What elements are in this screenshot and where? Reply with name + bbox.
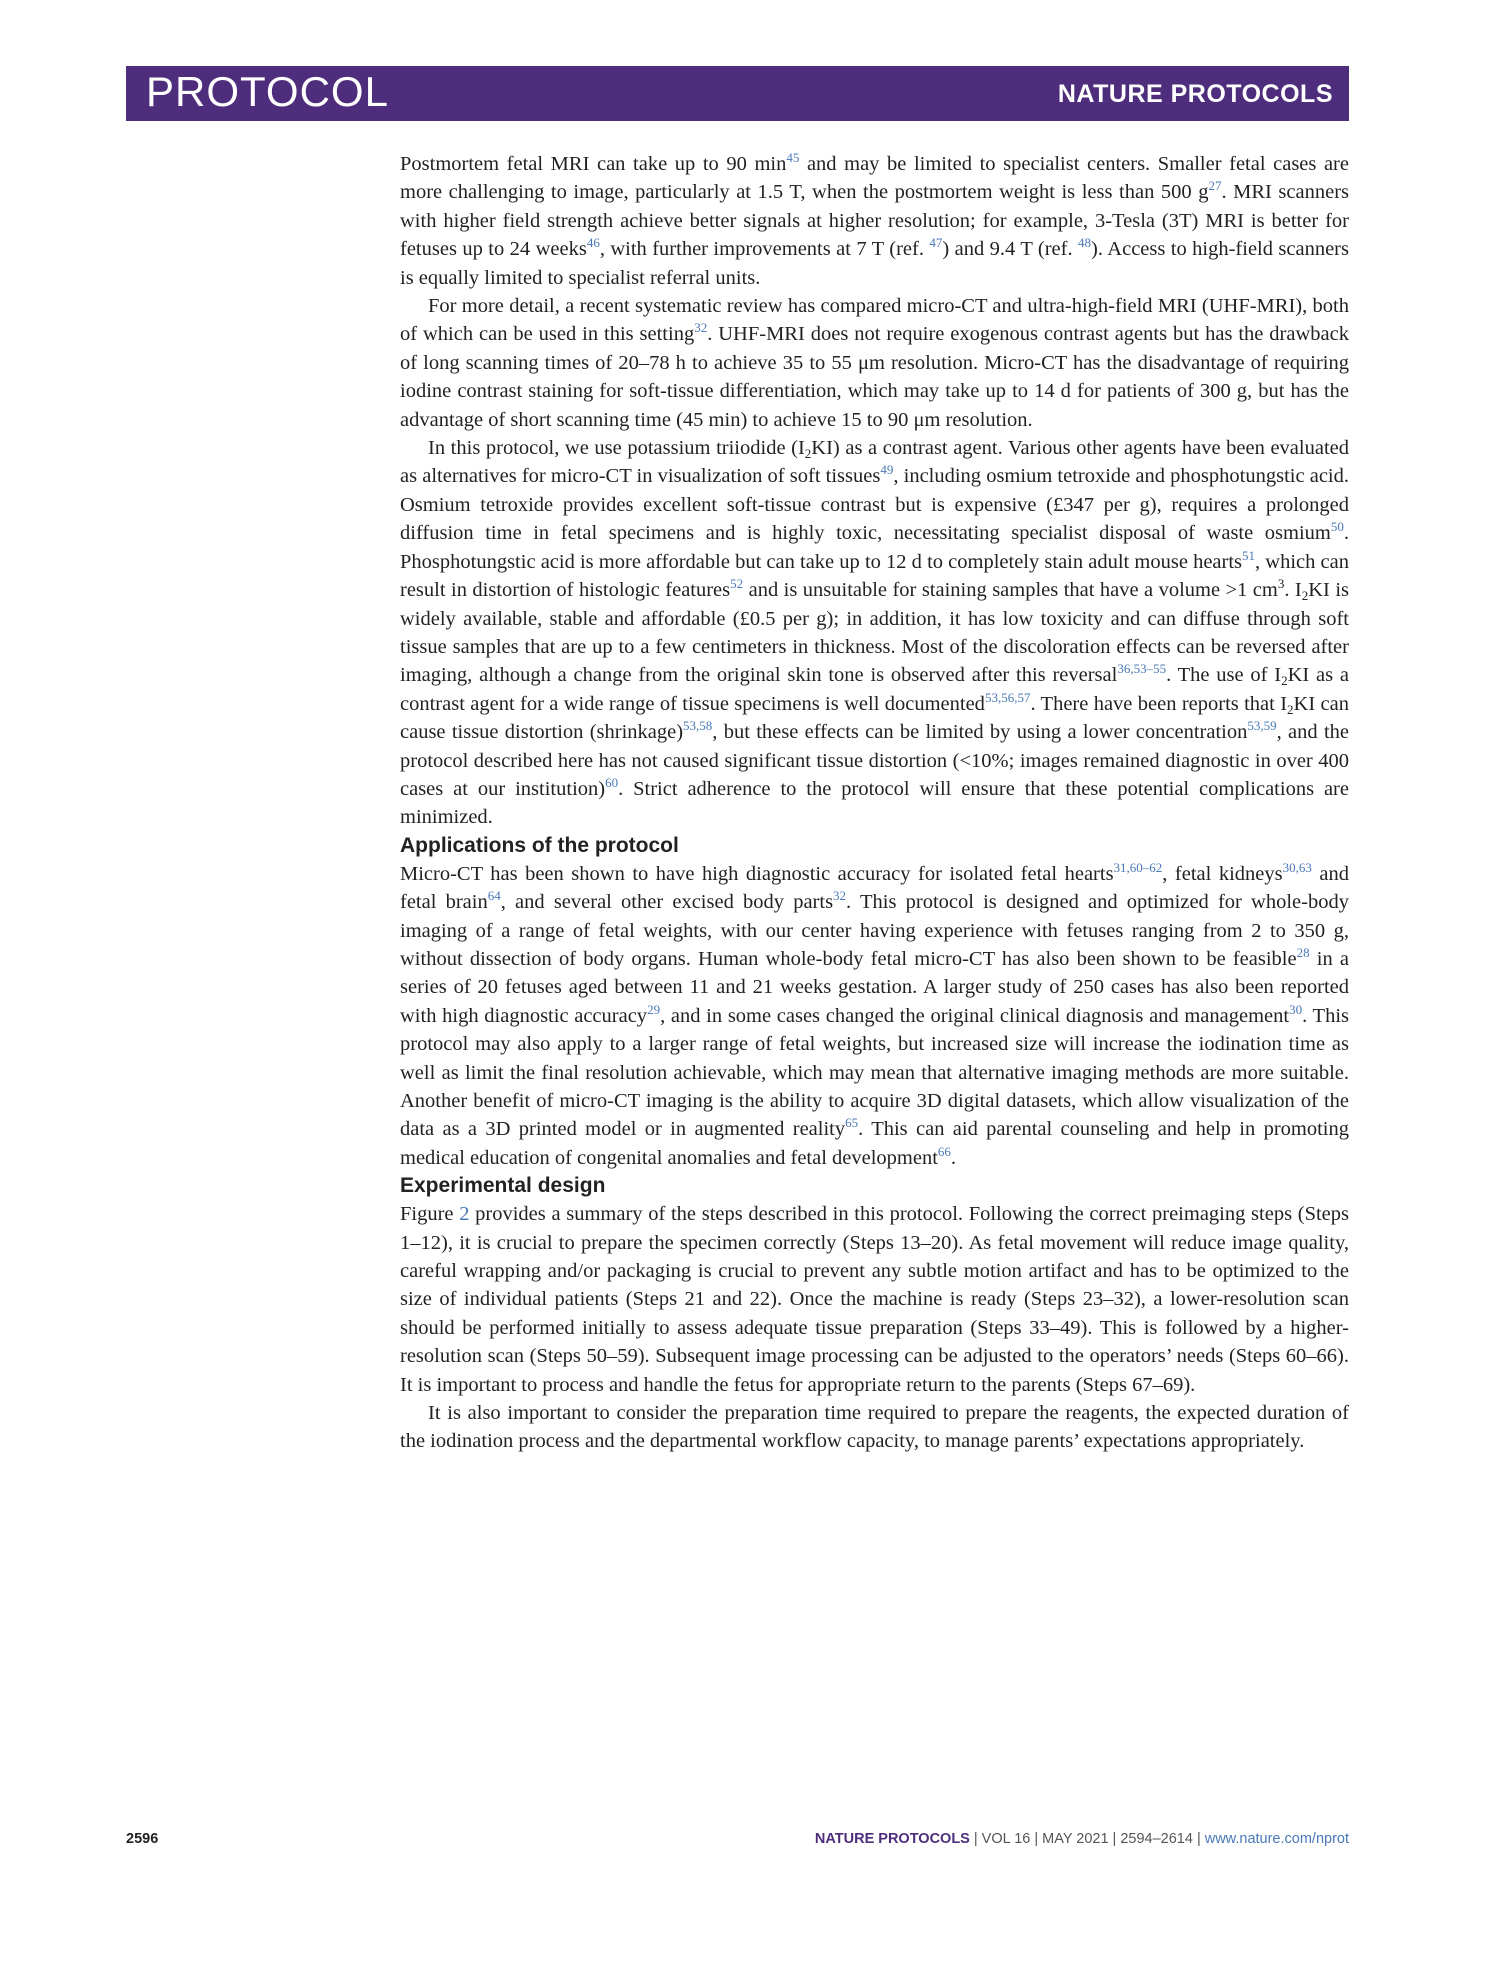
paragraph: Figure 2 provides a summary of the steps described in this protocol. Following the correct preimaging steps (Steps 1–12), it is crucial to prepare the specimen correctly (Steps 13–20). As fetal movement will reduce image quality, careful wrapping and/or packaging is crucial to prevent any subtle motion artifact and has to be optimized to the size of individual patients (Steps 21 and 22). Once the machine is ready (Steps 23–32), a lower-resolution scan should be performed initially to assess adequate tissue preparation (Steps 33–49). This is followed by a higher-resolution scan (Steps 50–59). Subsequent image processing can be adjusted to the operators’ needs (Steps 60–66). It is important to process and handle the fetus for appropriate return to the parents (Steps 67–69). <box>400 1203 1349 1396</box>
citation-link[interactable]: 36,53–55 <box>1117 661 1167 677</box>
citation-link[interactable]: 45 <box>786 150 800 165</box>
citation-link[interactable]: 60 <box>605 774 619 790</box>
running-header <box>126 66 1349 121</box>
section-heading-experimental-design: Experimental design <box>400 1174 606 1198</box>
citation-link[interactable]: 53,58 <box>683 718 713 734</box>
citation-link[interactable]: 28 <box>1296 944 1310 960</box>
paragraph: Postmortem fetal MRI can take up to 90 min$^{45}$ and may be limited to specialist centers. Smaller fetal cases are more challenging to image, particularly at 1.5 T, when the postmortem weight is less than 500 g$^{27}$. MRI scanners with higher field strength achieve better signals at higher resolution; for example, 3-Tesla (3T) MRI is better for fetuses up to 24 weeks$^{46}$, with further improvements at 7 T (ref. $^{47}$) and 9.4 T (ref. $^{48}$). Access to high-field scanners is equally limited to specialist referral units. <box>400 150 1350 289</box>
citation-line: NATURE PROTOCOLS | VOL 16 | MAY 2021 | 2594–2614 | www.nature.com/nprot <box>814 1831 1349 1847</box>
citation-link[interactable]: 49 <box>880 462 894 478</box>
citation-link[interactable]: 48 <box>1078 235 1092 251</box>
section-heading-applications: Applications of the protocol <box>400 833 679 857</box>
citation-link[interactable]: 53,56,57 <box>984 689 1031 705</box>
citation-link[interactable]: 47 <box>929 235 943 251</box>
page-number: 2596 <box>126 1831 159 1847</box>
citation-link[interactable]: 30 <box>1289 1001 1303 1017</box>
citation-link[interactable]: 29 <box>647 1001 661 1017</box>
citation-link[interactable]: 52 <box>730 576 744 592</box>
article-body <box>400 150 1349 1456</box>
citation-link[interactable]: 31,60–62 <box>1113 859 1163 875</box>
paragraph: It is also important to consider the preparation time required to prepare the reagents, the expected duration of the iodination process and the departmental workflow capacity, to manage parents’ expectations appropriately. <box>400 1402 1349 1453</box>
page-footer <box>126 1831 1349 1855</box>
paragraph: Micro-CT has been shown to have high diagnostic accuracy for isolated fetal hearts$^{31,60-62}$, fetal kidneys$^{30,63}$ and fetal brain$^{64}$, and several other excised body parts$^{32}$. This protocol is designed and optimized for whole-body imaging of a range of fetal weights, with our center having experience with fetuses ranging from 2 to 350 g, without dissection of body organs. Human whole-body fetal micro-CT has also been shown to be feasible$^{28}$ in a series of 20 fetuses aged between 11 and 21 weeks gestation. A larger study of 250 cases has also been reported with high diagnostic accuracy$^{29}$, and in some cases changed the original clinical diagnosis and management$^{30}$. This protocol may also apply to a larger range of fetal weights, but increased size will increase the iodination time as well as limit the final resolution achievable, which may mean that alternative imaging methods are more suitable. Another benefit of micro-CT imaging is the ability to acquire 3D digital datasets, which allow visualization of the data as a 3D printed model or in augmented reality$^{65}$. This can aid parental counseling and help in promoting medical education of congenital anomalies and fetal development$^{66}$. <box>400 859 1350 1169</box>
citation-link[interactable]: 32 <box>694 320 708 336</box>
journal-url-link[interactable]: www.nature.com/nprot <box>1204 1831 1349 1847</box>
citation-link[interactable]: 51 <box>1242 547 1256 563</box>
citation-link[interactable]: 50 <box>1330 519 1344 535</box>
paragraph: For more detail, a recent systematic review has compared micro-CT and ultra-high-field MRI (UHF-MRI), both of which can be used in this setting$^{32}$. UHF-MRI does not require exogenous contrast agents but has the drawback of long scanning times of 20–78 h to achieve 35 to 55 μm resolution. Micro-CT has the disadvantage of requiring iodine contrast staining for soft-tissue differentiation, which may take up to 14 d for patients of 300 g, but has the advantage of short scanning time (45 min) to achieve 15 to 90 μm resolution. <box>400 295 1349 431</box>
citation-link[interactable]: 53,59 <box>1247 718 1277 734</box>
citation-link[interactable]: 46 <box>586 235 600 251</box>
citation-link[interactable]: 66 <box>937 1143 951 1159</box>
paragraph: In this protocol, we use potassium triiodide $(I_2KI)$ as a contrast agent. Various other agents have been evaluated as alternatives for micro-CT in visualization of soft tissues$^{49}$, including osmium tetroxide and phosphotungstic acid. Osmium tetroxide provides excellent soft-tissue contrast but is expensive (£347 per g), requires a prolonged diffusion time in fetal specimens and is highly toxic, necessitating specialist disposal of waste osmium$^{50}$. Phosphotungstic acid is more affordable but can take up to 12 d to completely stain adult mouse hearts$^{51}$, which can result in distortion of histologic features$^{52}$ and is unsuitable for staining samples that have a volume >1 $cm^3$. $I_2KI$ is widely available, stable and affordable (£0.5 per g); in addition, it has low toxicity and can diffuse through soft tissue samples that are up to a few centimeters in thickness. Most of the discoloration effects can be reversed after imaging, although a change from the original skin tone is observed after this reversal$^{36,53-55}$. The use of $I_2KI$ as a contrast agent for a wide range of tissue specimens is well documented$^{53,56,57}$. There have been reports that $I_2KI$ can cause tissue distortion (shrinkage)$^{53,58}$, but these effects can be limited by using a lower concentration$^{53,59}$, and the protocol described here has not caused significant tissue distortion (<10%; images remained diagnostic in over 400 cases at our institution)$^{60}$. Strict adherence to the protocol will ensure that these potential complications are minimized. <box>400 437 1349 829</box>
citation-link[interactable]: 65 <box>845 1115 859 1131</box>
citation-link[interactable]: 32 <box>833 888 847 904</box>
citation-link[interactable]: 30,63 <box>1282 859 1312 875</box>
figure-link[interactable]: 2 <box>459 1203 470 1226</box>
journal-name-footer: NATURE PROTOCOLS <box>814 1831 970 1847</box>
citation-link[interactable]: 64 <box>487 888 501 904</box>
article-type-label: PROTOCOL <box>146 68 389 115</box>
journal-name-header: NATURE PROTOCOLS <box>1057 80 1333 108</box>
citation-link[interactable]: 27 <box>1208 178 1222 194</box>
